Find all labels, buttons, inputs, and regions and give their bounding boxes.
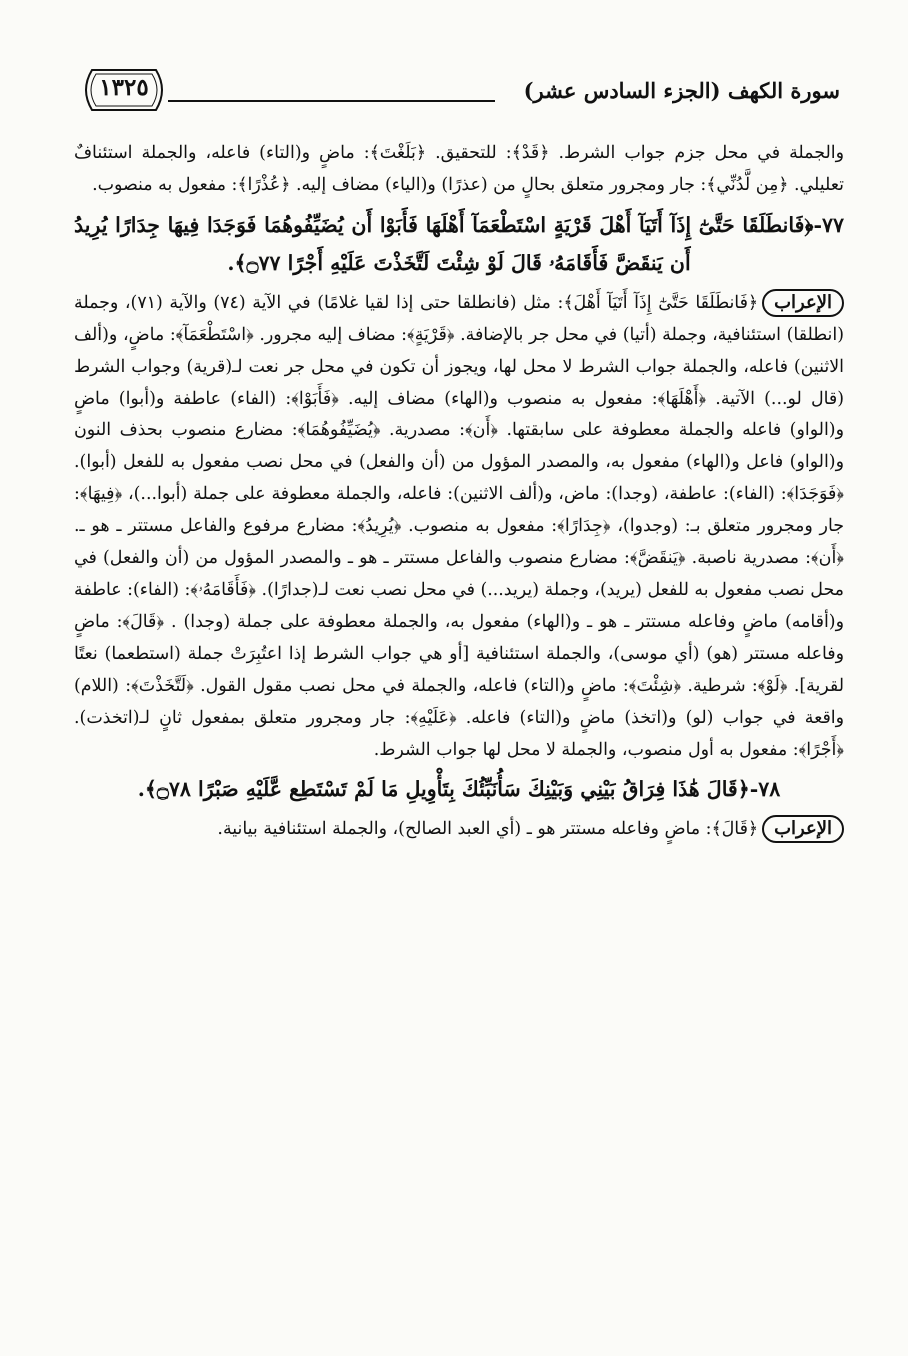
- irab-paragraph-77: [74, 288, 844, 767]
- irab-text-78: ﴿قَالَ﴾: ماضٍ وفاعله مستتر هو ـ (أي العبد الصالح)، والجملة استئنافية بيانية.: [217, 819, 759, 840]
- page-number-badge: [78, 66, 170, 114]
- header-rule: [168, 100, 495, 102]
- irab-text-77: ﴿فَانطَلَقَا حَتَّىٰٓ إِذَآ أَتَيَآ أَهْلَ﴾: مثل (فانطلقا حتى إذا لقيا غلامًا) في الآية (٧٤) والآية (٧١)، وجملة (انطلقا) استئنافية، وجملة (أتيا) في محل جر بالإضافة. ﴿قَرْيَةٍ﴾: مضاف إليه مجرور. ﴿اسْتَطْعَمَآ﴾: ماضٍ، و(ألف الاثنين) فاعله، والجملة جواب الشرط لا محل لها، ويجوز أن تكون في محل جر نعت لـ(قرية) وجواب الشرط (قال لو...) الآتية. ﴿أَهْلَهَا﴾: مفعول به منصوب و(الهاء) مضاف إليه. ﴿فَأَبَوْا﴾: (الفاء) عاطفة و(أبوا) ماضٍ و(الواو) فاعله والجملة معطوفة على سابقتها. ﴿أَن﴾: مصدرية. ﴿يُضَيِّفُوهُمَا﴾: مضارع منصوب بحذف النون و(الواو) فاعل و(الهاء) مفعول به، والمصدر المؤول من (أن والفعل) في محل نصب مفعول به للفعل (أبوا). ﴿فَوَجَدَا﴾: (الفاء): عاطفة، (وجدا): ماض، و(ألف الاثنين): فاعله، والجملة معطوفة على جملة (أبوا...)، ﴿فِيهَا﴾: جار ومجرور متعلق بـ: (وجدوا)، ﴿جِدَارًا﴾: مفعول به منصوب. ﴿يُرِيدُ﴾: مضارع مرفوع والفاعل مستتر ـ هو ـ. ﴿أَن﴾: مصدرية ناصبة. ﴿يَنقَضَّ﴾: مضارع منصوب والفاعل مستتر ـ هو ـ والمصدر المؤول من (أن والفعل) في محل نصب مفعول به للفعل (يريد)، وجملة (يريد...) في محل نصب نعت لـ(جدارًا). ﴿فَأَقَامَهُۥ﴾: (الفاء): عاطفة و(أقامه) ماضٍ وفاعله مستتر ـ هو ـ و(الهاء) مفعول به، والجملة معطوفة على جملة (وجدا) . ﴿قَالَ﴾: ماضٍ وفاعله مستتر (هو) (أي موسى)، والجملة استئنافية [أو هي جواب الشرط إذا اعتُبِرَتْ جملة (استطعما) نعتًا لقرية]. ﴿لَوْ﴾: شرطية. ﴿شِئْتَ﴾: ماضٍ و(التاء) فاعله، والجملة في محل نصب مقول القول. ﴿لَتَّخَذْتَ﴾: (اللام) واقعة في جواب (لو) و(اتخذ) ماضٍ و(التاء) فاعله. ﴿عَلَيْهِ﴾: جار ومجرور متعلق بمفعول ثانٍ لـ(اتخذت). ﴿أَجْرًا﴾: مفعول به أول منصوب، والجملة لا محل لها جواب الشرط.: [74, 292, 844, 760]
- verse-78: ٧٨-﴿قَالَ هَٰذَا فِرَاقُ بَيْنِي وَبَيْنِكَ سَأُنَبِّئُكَ بِتَأْوِيلِ مَا لَمْ تَسْتَطِع عَّلَيْهِ صَبْرًا ۝٧٨﴾.: [137, 777, 781, 802]
- paragraph-continuation: والجملة في محل جزم جواب الشرط. ﴿قَدْ﴾: للتحقيق. ﴿بَلَغْتَ﴾: ماضٍ و(التاء) فاعله، والجملة استئنافٌ تعليلي. ﴿مِن لَّدُنِّي﴾: جار ومجرور متعلق بحالٍ من (عذرًا) و(الياء) مضاف إليه. ﴿عُذْرًا﴾: مفعول به منصوب.: [74, 143, 844, 195]
- page-body: [74, 138, 844, 846]
- verse-77: ٧٧-﴿فَانطَلَقَا حَتَّىٰٓ إِذَآ أَتَيَآ أَهْلَ قَرْيَةٍ اسْتَطْعَمَآ أَهْلَهَا فَأَبَوْا أَن يُضَيِّفُوهُمَا فَوَجَدَا فِيهَا جِدَارًا يُرِيدُ أَن يَنقَضَّ فَأَقَامَهُۥ قَالَ لَوْ شِئْتَ لَتَّخَذْتَ عَلَيْهِ أَجْرًا ۝٧٧﴾.: [74, 212, 844, 275]
- irab-label: الإعراب: [762, 289, 844, 317]
- irab-label-2: الإعراب: [762, 815, 844, 843]
- page-number: ١٣٢٥: [99, 74, 149, 101]
- irab-paragraph-78: [74, 814, 844, 846]
- page-header: [78, 66, 840, 118]
- header-title: سورة الكهف (الجزء السادس عشر): [523, 78, 840, 103]
